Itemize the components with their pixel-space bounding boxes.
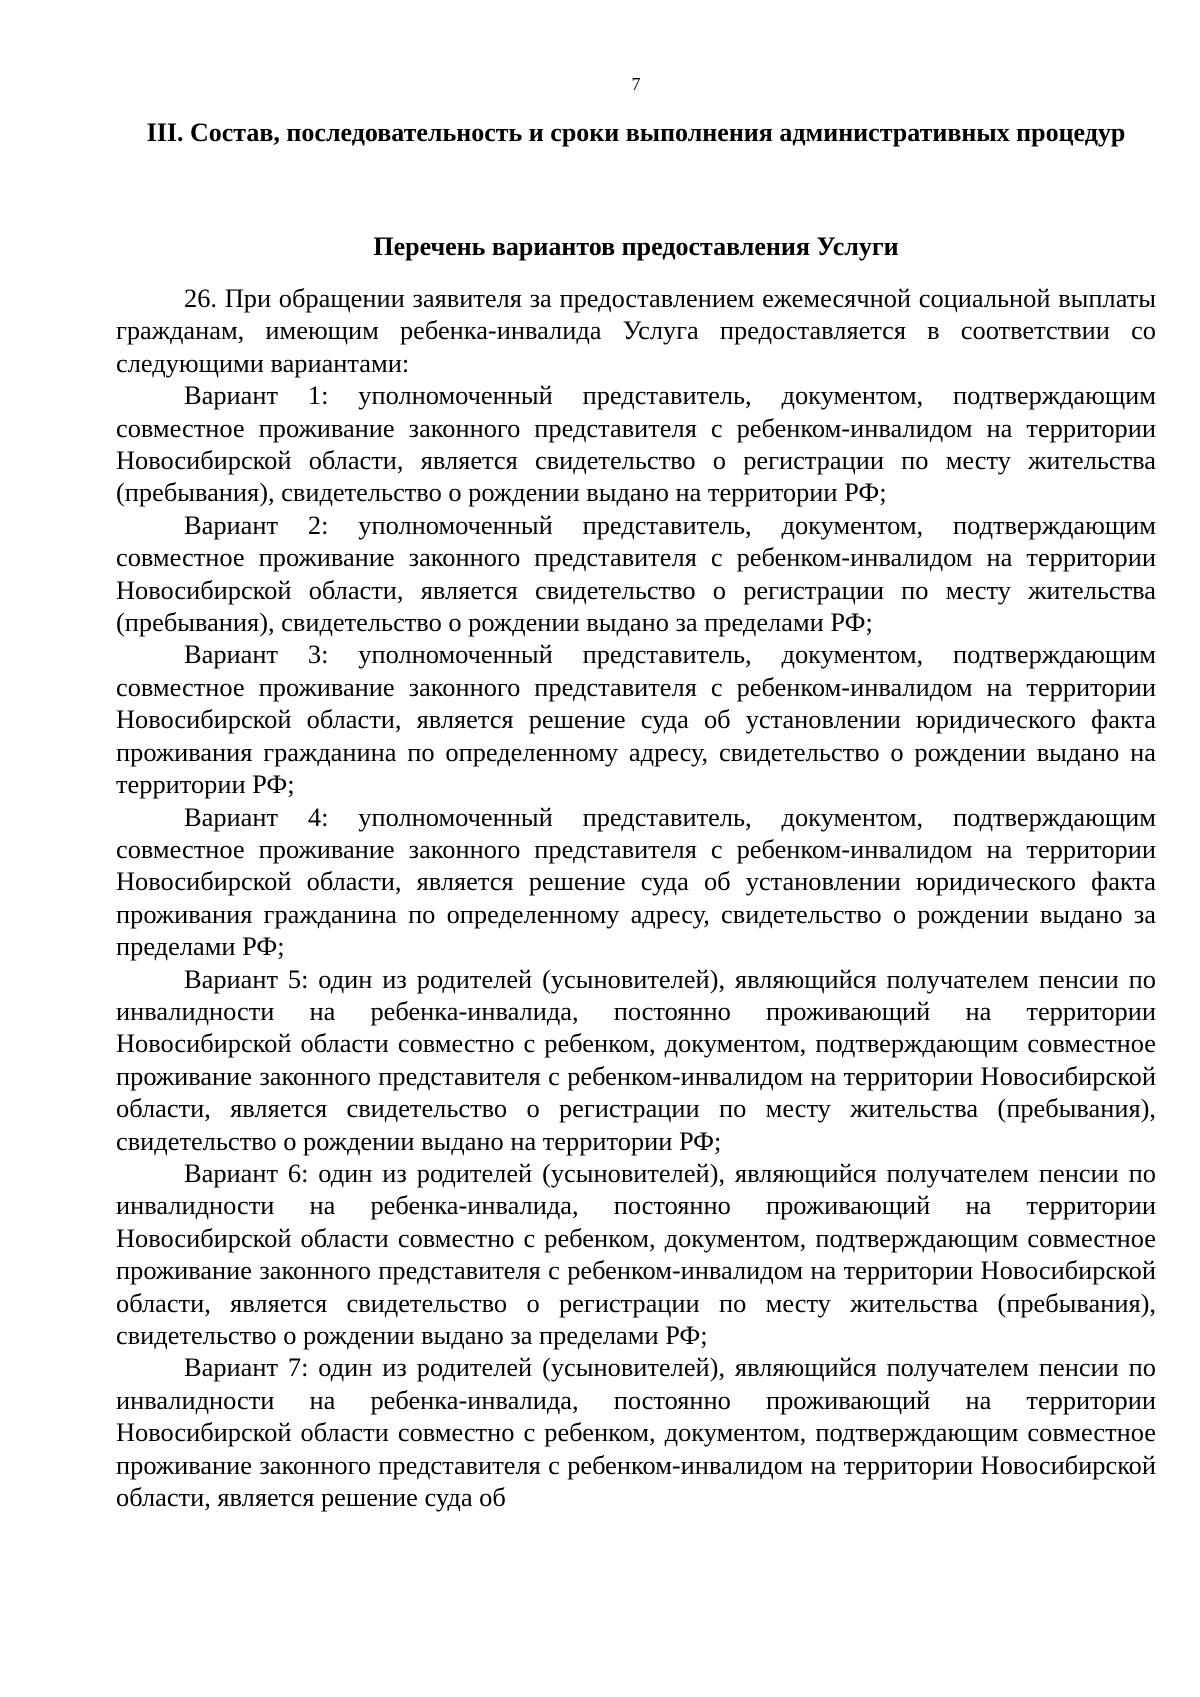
- section-title: III. Состав, последовательность и сроки выполнения административных процедур: [146, 118, 1126, 147]
- paragraph-variant-3: Вариант 3: уполномоченный представитель, документом, подтверждающим совместное проживание законного представителя с ребенком-инвалидом на территории Новосибирской области, является решение суда об установлении юридического факта проживания гражданина по определенному адресу, свидетельство о рождении выдано на территории РФ;: [116, 639, 1156, 800]
- body-text: [116, 282, 1156, 1513]
- paragraph-variant-6: Вариант 6: один из родителей (усыновителей), являющийся получателем пенсии по инвалидности на ребенка-инвалида, постоянно проживающий на территории Новосибирской области совместно с ребенком, документом, подтверждающим совместное проживание законного представителя с ребенком-инвалидом на территории Новосибирской области, является свидетельство о регистрации по месту жительства (пребывания), свидетельство о рождении выдано за пределами РФ;: [116, 1157, 1156, 1350]
- page-number: 7: [631, 74, 641, 94]
- paragraph-variant-4: Вариант 4: уполномоченный представитель, документом, подтверждающим совместное проживание законного представителя с ребенком-инвалидом на территории Новосибирской области, является решение суда об установлении юридического факта проживания гражданина по определенному адресу, свидетельство о рождении выдано за пределами РФ;: [116, 801, 1156, 962]
- paragraph-variant-1: Вариант 1: уполномоченный представитель, документом, подтверждающим совместное проживание законного представителя с ребенком-инвалидом на территории Новосибирской области, является свидетельство о регистрации по месту жительства (пребывания), свидетельство о рождении выдано на территории РФ;: [116, 380, 1156, 508]
- paragraph-variant-2: Вариант 2: уполномоченный представитель, документом, подтверждающим совместное проживание законного представителя с ребенком-инвалидом на территории Новосибирской области, является свидетельство о регистрации по месту жительства (пребывания), свидетельство о рождении выдано за пределами РФ;: [116, 509, 1156, 638]
- paragraph-variant-7: Вариант 7: один из родителей (усыновителей), являющийся получателем пенсии по инвалидности на ребенка-инвалида, постоянно проживающий на территории Новосибирской области совместно с ребенком, документом, подтверждающим совместное проживание законного представителя с ребенком-инвалидом на территории Новосибирской области, является решение суда об: [116, 1352, 1156, 1513]
- paragraph-variant-5: Вариант 5: один из родителей (усыновителей), являющийся получателем пенсии по инвалидности на ребенка-инвалида, постоянно проживающий на территории Новосибирской области совместно с ребенком, документом, подтверждающим совместное проживание законного представителя с ребенком-инвалидом на территории Новосибирской области, является свидетельство о регистрации по месту жительства (пребывания), свидетельство о рождении выдано на территории РФ;: [116, 963, 1156, 1156]
- paragraph-intro: 26. При обращении заявителя за предоставлением ежемесячной социальной выплаты гражданам, имеющим ребенка-инвалида Услуга предоставляется в соответствии со следующими вариантами:: [116, 283, 1156, 378]
- subsection-title: Перечень вариантов предоставления Услуги: [373, 232, 899, 261]
